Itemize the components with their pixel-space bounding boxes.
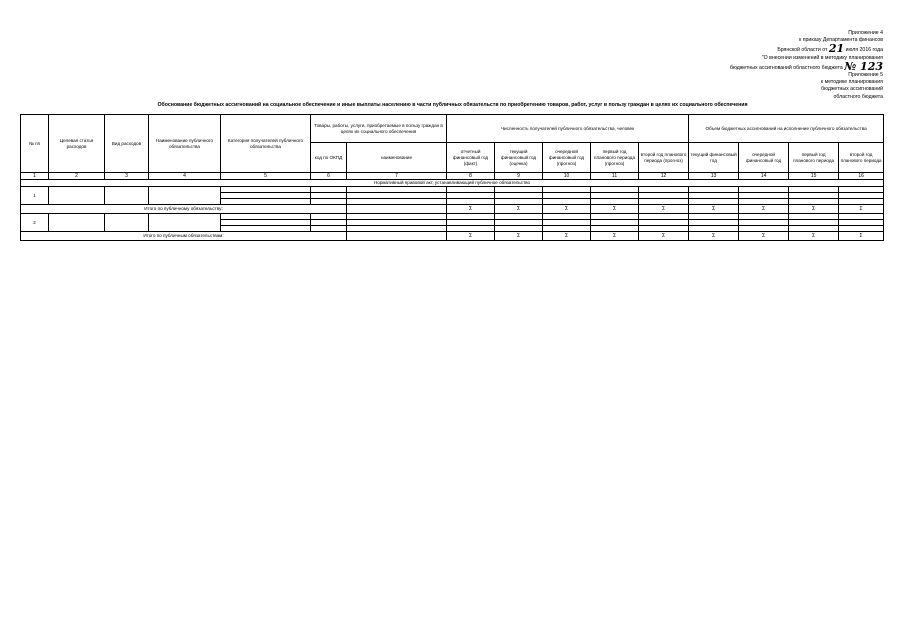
sigma-cell: Σ <box>739 232 789 241</box>
grand-total-label: Итого по публичным обязательствам: <box>21 232 347 241</box>
col-number: 4 <box>149 173 221 180</box>
table-cell <box>49 187 105 205</box>
sigma-cell: Σ <box>495 232 543 241</box>
col-number: 5 <box>221 173 311 180</box>
col-header-13: текущий финансовый год <box>689 143 739 173</box>
section-label: Нормативный правовой акт, устанавливающий публичное обязательство <box>21 180 884 187</box>
sigma-cell: Σ <box>839 232 884 241</box>
sigma-cell: Σ <box>789 205 839 214</box>
col-header-9: текущий финансовый год (оценка) <box>495 143 543 173</box>
row-number: 1 <box>21 187 49 205</box>
sigma-cell: Σ <box>789 232 839 241</box>
col-number: 8 <box>447 173 495 180</box>
sigma-cell: Σ <box>591 232 639 241</box>
appendix-4-label: Приложение 4 <box>848 30 883 36</box>
col-header-1: № пп <box>21 115 49 173</box>
sigma-cell: Σ <box>689 205 739 214</box>
budget-justification-table <box>20 114 884 241</box>
table-cell <box>149 214 221 232</box>
table-cell <box>49 214 105 232</box>
col-header-15: первый год планового периода <box>789 143 839 173</box>
col-number: 11 <box>591 173 639 180</box>
col-number: 16 <box>839 173 884 180</box>
goods-group-header: Товары, работы, услуги, приобретаемые в пользу граждан в целях их социального обеспечения <box>311 115 447 143</box>
order-reference: к приказу Департамента финансов <box>799 37 883 44</box>
col-header-14: очередной финансовый год <box>739 143 789 173</box>
sigma-cell: Σ <box>839 205 884 214</box>
total-obligation-row <box>21 205 884 214</box>
table-cell <box>347 232 447 241</box>
sigma-cell: Σ <box>639 205 689 214</box>
appendix-5-label: Приложение 5 <box>848 72 883 79</box>
col-number: 1 <box>21 173 49 180</box>
order-date <box>693 44 883 54</box>
sigma-cell: Σ <box>495 205 543 214</box>
col-header-11: первый год планового периода (прогноз) <box>591 143 639 173</box>
col-header-12: второй год планового периода (прогноз) <box>639 143 689 173</box>
handwritten-number: № 123 <box>844 59 883 73</box>
col-number: 3 <box>105 173 149 180</box>
order-date-prefix: Брянской области от <box>777 47 828 54</box>
col-header-5: Категория получателей публичного обязательства <box>221 115 311 173</box>
order-subject-text: бюджетных ассигнований областного бюджета <box>730 64 843 71</box>
recipients-group-header: Численность получателей публичного обязательства, человек <box>447 115 689 143</box>
col-number: 6 <box>311 173 347 180</box>
sigma-cell: Σ <box>447 232 495 241</box>
section-row <box>21 180 884 187</box>
col-number: 2 <box>49 173 105 180</box>
sigma-cell: Σ <box>543 205 591 214</box>
table-cell <box>347 205 447 214</box>
col-number: 10 <box>543 173 591 180</box>
document-title: Обоснование бюджетных ассигнований на социальное обеспечение и иные выплаты населению в части публичных обязательств по приобретению товаров, работ, услуг в пользу граждан в целях их социального обеспечения <box>157 102 748 108</box>
col-number: 13 <box>689 173 739 180</box>
col-header-8: отчетный финансовый год (факт) <box>447 143 495 173</box>
col-header-10: очередной финансовый год (прогноз) <box>543 143 591 173</box>
sigma-cell: Σ <box>591 205 639 214</box>
methodology-line-1: к методике планирования <box>820 79 883 86</box>
col-number: 15 <box>789 173 839 180</box>
methodology-line-2: бюджетных ассигнований <box>821 86 883 93</box>
col-header-2: Целевая статья расходов <box>49 115 105 173</box>
col-number: 7 <box>347 173 447 180</box>
handwritten-day: 21 <box>828 42 845 56</box>
table-cell <box>149 187 221 205</box>
sigma-cell: Σ <box>543 232 591 241</box>
col-number: 12 <box>639 173 689 180</box>
document-header <box>693 30 883 101</box>
col-number: 9 <box>495 173 543 180</box>
order-subject-cont <box>693 59 883 73</box>
sigma-cell: Σ <box>739 205 789 214</box>
sigma-cell: Σ <box>447 205 495 214</box>
col-header-3: Вид расходов <box>105 115 149 173</box>
col-header-4: Наименование публичного обязательства <box>149 115 221 173</box>
total-obligation-label: Итого по публичному обязательству: <box>21 205 347 214</box>
sigma-cell: Σ <box>689 232 739 241</box>
col-header-6: код по ОКПД <box>311 143 347 173</box>
row-number: 2 <box>21 214 49 232</box>
order-date-suffix: июля 2016 года <box>845 47 883 54</box>
order-subject: "О внесении изменений в методику планирования <box>761 54 883 61</box>
col-number: 14 <box>739 173 789 180</box>
header-row-1 <box>21 115 884 143</box>
grand-total-row <box>21 232 884 241</box>
sigma-cell: Σ <box>639 232 689 241</box>
volume-group-header: Объем бюджетных ассигнований на исполнение публичного обязательства <box>689 115 884 143</box>
table-cell <box>105 187 149 205</box>
column-number-row <box>21 173 884 180</box>
col-header-16: второй год планового периода <box>839 143 884 173</box>
table-cell <box>105 214 149 232</box>
col-header-7: наименование <box>347 143 447 173</box>
methodology-line-3: областного бюджета <box>833 93 883 100</box>
